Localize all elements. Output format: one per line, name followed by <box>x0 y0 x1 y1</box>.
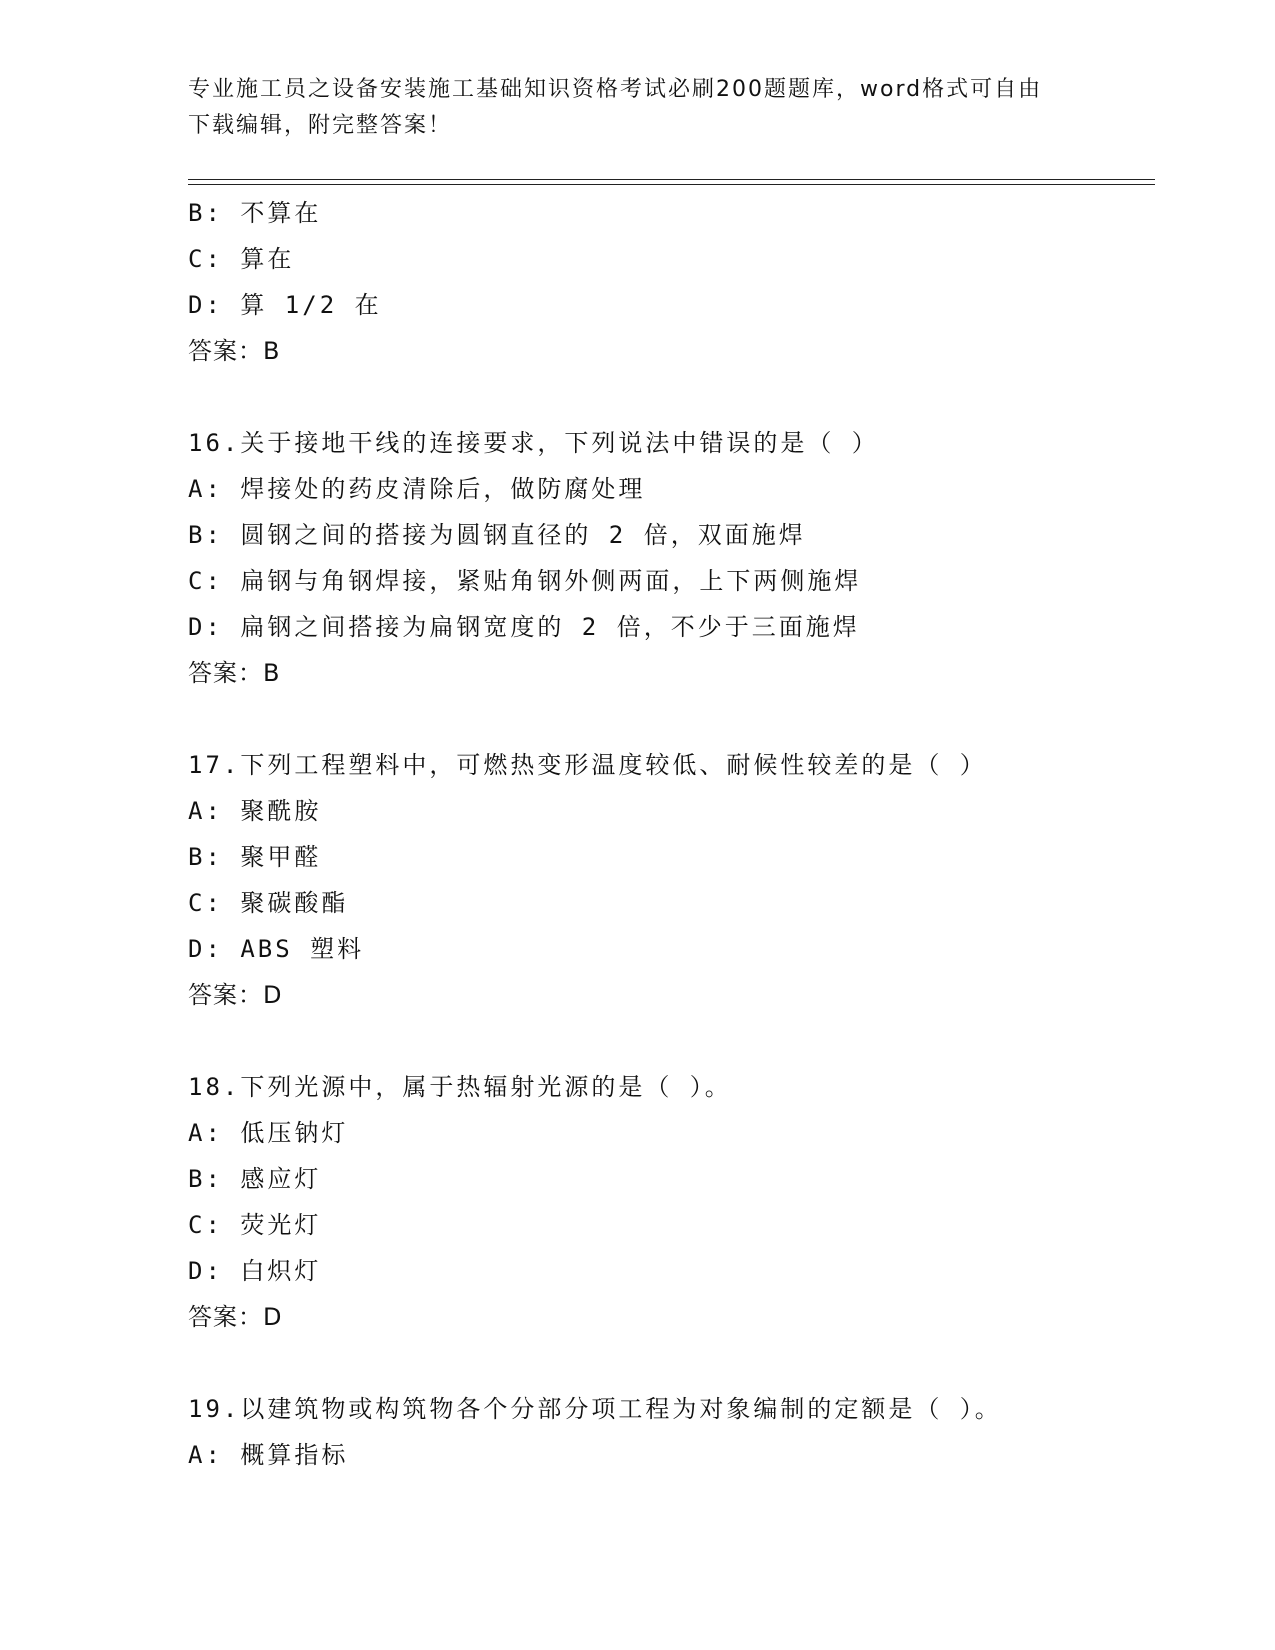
question-17 <box>188 742 1148 1018</box>
question-list <box>188 190 1148 1478</box>
question-19 <box>188 1386 1148 1478</box>
option-b: B: 感应灯 <box>188 1165 322 1193</box>
option-d: D: ABS 塑料 <box>188 935 365 963</box>
question-stem: 16.关于接地干线的连接要求，下列说法中错误的是（ ） <box>188 429 879 457</box>
answer-line: 答案：B <box>188 337 281 365</box>
answer-line: 答案：D <box>188 1303 283 1331</box>
header-line-2: 下载编辑，附完整答案！ <box>188 113 453 138</box>
option-a: A: 焊接处的药皮清除后，做防腐处理 <box>188 475 646 503</box>
option-c: C: 荧光灯 <box>188 1211 322 1239</box>
header-divider-bottom <box>188 184 1155 185</box>
option-c: C: 聚碳酸酯 <box>188 889 349 917</box>
question-16 <box>188 420 1148 696</box>
option-b: B: 圆钢之间的搭接为圆钢直径的 2 倍，双面施焊 <box>188 521 806 549</box>
option-d: D: 扁钢之间搭接为扁钢宽度的 2 倍，不少于三面施焊 <box>188 613 860 641</box>
header-divider-top <box>188 179 1155 180</box>
question-stem: 17.下列工程塑料中，可燃热变形温度较低、耐候性较差的是（ ） <box>188 751 987 779</box>
option-c: C: 扁钢与角钢焊接，紧贴角钢外侧两面，上下两侧施焊 <box>188 567 862 595</box>
question-15-continued <box>188 190 1148 374</box>
option-a: A: 聚酰胺 <box>188 797 322 825</box>
answer-line: 答案：B <box>188 659 281 687</box>
answer-line: 答案：D <box>188 981 283 1009</box>
option-c: C: 算在 <box>188 245 295 273</box>
header-line-1: 专业施工员之设备安装施工基础知识资格考试必刷200题题库，word格式可自由 <box>188 77 1043 102</box>
question-18 <box>188 1064 1148 1340</box>
option-a: A: 概算指标 <box>188 1441 349 1469</box>
document-header <box>188 72 1088 144</box>
question-stem: 18.下列光源中，属于热辐射光源的是（ ）。 <box>188 1073 732 1101</box>
option-b: B: 不算在 <box>188 199 322 227</box>
spacer <box>188 1340 1148 1386</box>
option-d: D: 算 1/2 在 <box>188 291 382 319</box>
option-b: B: 聚甲醛 <box>188 843 322 871</box>
question-stem: 19.以建筑物或构筑物各个分部分项工程为对象编制的定额是（ ）。 <box>188 1395 1002 1423</box>
option-a: A: 低压钠灯 <box>188 1119 349 1147</box>
spacer <box>188 374 1148 420</box>
option-d: D: 白炽灯 <box>188 1257 322 1285</box>
spacer <box>188 696 1148 742</box>
spacer <box>188 1018 1148 1064</box>
